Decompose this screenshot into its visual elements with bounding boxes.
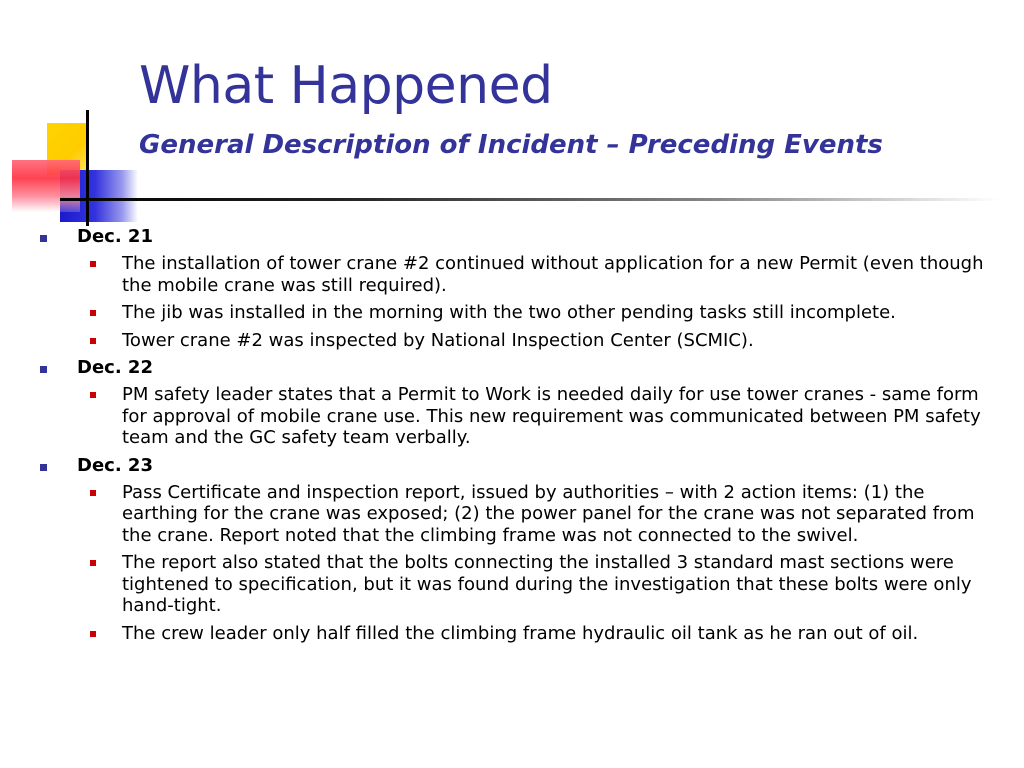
event-detail xyxy=(77,330,995,352)
event-detail xyxy=(77,623,995,645)
event-list xyxy=(40,226,995,644)
event-section-dec-22 xyxy=(40,357,995,449)
event-date: Dec. 21 xyxy=(77,226,153,247)
event-date: Dec. 23 xyxy=(77,454,153,476)
event-detail xyxy=(77,253,995,296)
event-date: Dec. 22 xyxy=(77,357,153,378)
square-bullet-icon xyxy=(90,392,96,398)
title-divider-line xyxy=(60,198,1000,201)
square-bullet-icon xyxy=(90,560,96,566)
event-detail xyxy=(77,302,995,324)
square-bullet-icon xyxy=(40,464,47,471)
event-section-dec-23 xyxy=(40,455,995,645)
event-detail-text: The jib was installed in the morning with the two other pending tasks still incomplete. xyxy=(122,302,896,323)
event-detail-list xyxy=(77,482,995,645)
event-detail xyxy=(77,552,995,617)
slide-title: What Happened xyxy=(139,56,553,116)
event-detail xyxy=(77,482,995,547)
decorative-vertical-line xyxy=(86,110,89,226)
slide-body xyxy=(40,226,995,650)
square-bullet-icon xyxy=(90,310,96,316)
event-detail-text: The crew leader only half filled the climbing frame hydraulic oil tank as he ran out of oil. xyxy=(122,622,919,644)
event-detail xyxy=(77,384,995,449)
square-bullet-icon xyxy=(90,631,96,637)
event-detail-text: The installation of tower crane #2 continued without application for a new Permit (even though the mobile crane was still required). xyxy=(122,253,984,296)
event-detail-text: PM safety leader states that a Permit to Work is needed daily for use tower cranes - same form for approval of mobile crane use. This new requirement was communicated between PM safety team and the GC safety team verbally. xyxy=(122,384,981,448)
square-bullet-icon xyxy=(90,490,96,496)
decorative-red-square xyxy=(12,160,80,212)
square-bullet-icon xyxy=(90,338,96,344)
square-bullet-icon xyxy=(40,235,47,242)
event-detail-text: Tower crane #2 was inspected by National Inspection Center (SCMIC). xyxy=(122,329,754,351)
slide-subtitle: General Description of Incident – Preceding Events xyxy=(139,130,883,160)
event-section-dec-21 xyxy=(40,226,995,351)
square-bullet-icon xyxy=(90,261,96,267)
event-detail-list xyxy=(77,253,995,351)
event-detail-list xyxy=(77,384,995,449)
event-detail-text: The report also stated that the bolts connecting the installed 3 standard mast sections were tightened to specification, but it was found during the investigation that these bolts were only hand-tight. xyxy=(122,552,972,616)
square-bullet-icon xyxy=(40,366,47,373)
event-detail-text: Pass Certificate and inspection report, issued by authorities – with 2 action items: (1) the earthing for the crane was exposed; (2) the power panel for the crane was not separated from the crane. Report noted that the climbing frame was not connected to the swivel. xyxy=(122,481,975,546)
